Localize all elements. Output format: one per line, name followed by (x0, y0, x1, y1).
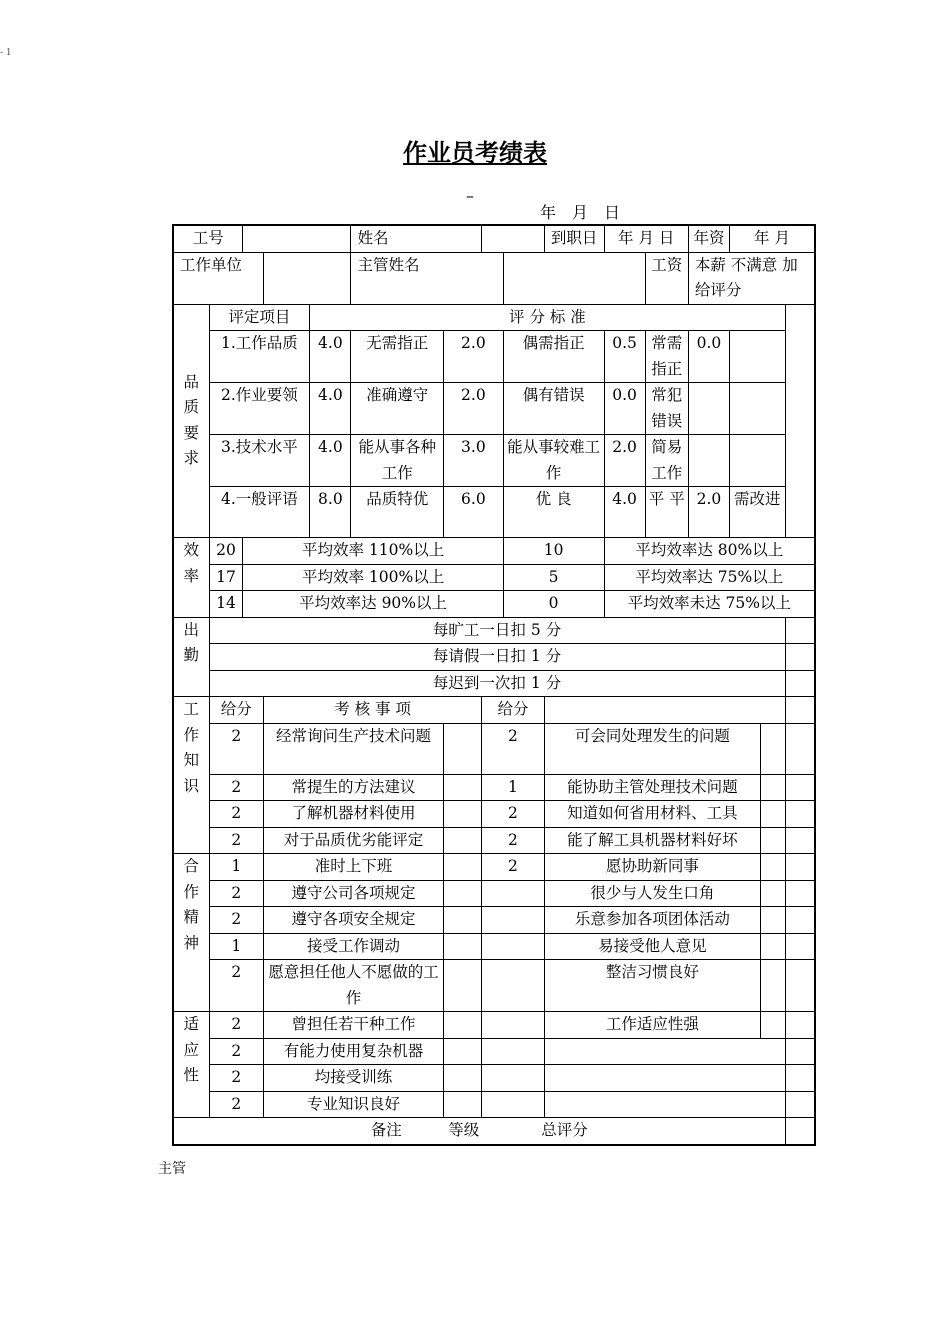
cooperation-row (173, 880, 815, 907)
quality-item: 4.一般评语 (209, 487, 310, 538)
quality-desc: 准确遵守 (351, 383, 444, 435)
quality-score: 2.0 (688, 487, 729, 538)
check-cell[interactable] (760, 1012, 785, 1039)
item-desc: 有能力使用复杂机器 (264, 1038, 444, 1065)
efficiency-row (173, 564, 815, 591)
quality-row (173, 435, 815, 487)
efficiency-row (173, 591, 815, 618)
date-line: 年 月 日 (540, 203, 621, 222)
hire-date-value: 年 月 日 (604, 225, 688, 252)
score-cell[interactable] (785, 1091, 815, 1118)
item-points: 2 (209, 801, 264, 828)
score-cell[interactable] (785, 697, 815, 724)
check-cell[interactable] (760, 854, 785, 881)
item-points: 2 (209, 907, 264, 934)
employee-id-label: 工号 (173, 225, 243, 252)
header-row-2 (173, 252, 815, 304)
item-points: 2 (209, 723, 264, 774)
item-points (482, 1038, 545, 1065)
item-points: 1 (209, 854, 264, 881)
check-cell[interactable] (760, 933, 785, 960)
knowledge-row (173, 723, 815, 774)
efficiency-score: 0 (503, 591, 604, 618)
item-points: 2 (209, 960, 264, 1012)
header-row-1 (173, 225, 815, 252)
score-cell[interactable] (785, 907, 815, 934)
score-cell[interactable] (785, 723, 815, 774)
employee-id-value[interactable] (243, 225, 351, 252)
check-cell[interactable] (760, 774, 785, 801)
item-desc: 接受工作调动 (264, 933, 444, 960)
item-desc: 常提生的方法建议 (264, 774, 444, 801)
item-points: 2 (482, 801, 545, 828)
check-cell[interactable] (760, 960, 785, 1012)
item-desc: 经常询问生产技术问题 (264, 723, 444, 774)
cooperation-row (173, 933, 815, 960)
knowledge-row (173, 801, 815, 828)
item-points: 2 (209, 880, 264, 907)
efficiency-score: 20 (209, 538, 243, 565)
score-cell[interactable] (785, 801, 815, 828)
efficiency-section-label: 效率 (173, 538, 209, 618)
work-unit-value[interactable] (264, 252, 351, 304)
item-points (482, 960, 545, 1012)
quality-item: 1.工作品质 (209, 331, 310, 383)
item-points: 2 (209, 827, 264, 854)
adaptability-row (173, 1038, 815, 1065)
item-points: 2 (482, 827, 545, 854)
quality-score: 8.0 (310, 487, 351, 538)
efficiency-score: 5 (503, 564, 604, 591)
quality-desc: 平 平 (645, 487, 688, 538)
item-desc: 可会同处理发生的问题 (544, 723, 760, 774)
quality-desc: 优 良 (503, 487, 604, 538)
check-cell[interactable] (444, 907, 482, 934)
item-desc: 愿协助新同事 (544, 854, 760, 881)
item-desc: 遵守公司各项规定 (264, 880, 444, 907)
items-header: 考 核 事 项 (264, 697, 482, 724)
points-header: 给分 (482, 697, 545, 724)
score-cell[interactable] (785, 960, 815, 1012)
item-points: 2 (209, 1065, 264, 1092)
item-desc: 整洁习惯良好 (544, 960, 760, 1012)
item-desc: 易接受他人意见 (544, 933, 760, 960)
supervisor-value[interactable] (503, 252, 645, 304)
quality-item: 2.作业要领 (209, 383, 310, 435)
attendance-score-cell[interactable] (785, 617, 815, 644)
quality-desc: 能从事各种工作 (351, 435, 444, 487)
seniority-label: 年资 (688, 225, 729, 252)
item-points (482, 907, 545, 934)
score-cell[interactable] (785, 854, 815, 881)
item-points: 2 (209, 1091, 264, 1118)
efficiency-desc: 平均效率 110%以上 (243, 538, 503, 565)
quality-desc (730, 435, 786, 487)
efficiency-row (173, 538, 815, 565)
quality-desc: 偶需指正 (503, 331, 604, 383)
attendance-rule: 每请假一日扣 1 分 (209, 644, 785, 671)
check-cell[interactable] (444, 933, 482, 960)
item-points: 2 (209, 1038, 264, 1065)
quality-score: 2.0 (444, 383, 504, 435)
item-points (482, 1012, 545, 1039)
salary-score-label: 本薪 不满意 加给评分 (688, 252, 815, 304)
quality-desc: 能从事较难工作 (503, 435, 604, 487)
quality-row (173, 331, 815, 383)
quality-score: 2.0 (444, 331, 504, 383)
quality-desc: 无需指正 (351, 331, 444, 383)
item-points (482, 933, 545, 960)
summary-labels: 备注 等级 总评分 (173, 1118, 785, 1145)
item-desc: 对于品质优劣能评定 (264, 827, 444, 854)
item-desc: 能协助主管处理技术问题 (544, 774, 760, 801)
supervisor-signature-label: 主管 (158, 1161, 186, 1177)
check-cell[interactable] (444, 960, 482, 1012)
quality-item: 3.技术水平 (209, 435, 310, 487)
item-points: 2 (209, 774, 264, 801)
check-cell[interactable] (760, 907, 785, 934)
quality-score (688, 383, 729, 435)
check-cell[interactable] (760, 723, 785, 774)
score-cell[interactable] (785, 1038, 815, 1065)
check-cell[interactable] (760, 801, 785, 828)
check-cell[interactable] (444, 723, 482, 774)
quality-desc: 常犯错误 (645, 383, 688, 435)
score-cell[interactable] (785, 1012, 815, 1039)
quality-score: 4.0 (310, 331, 351, 383)
quality-score: 0.0 (688, 331, 729, 383)
knowledge-row (173, 774, 815, 801)
quality-score: 3.0 (444, 435, 504, 487)
quality-score: 4.0 (604, 487, 645, 538)
item-desc (544, 1065, 785, 1092)
standard-column-header: 评 分 标 准 (310, 304, 785, 331)
attendance-score-cell[interactable] (785, 670, 815, 697)
work-unit-label: 工作单位 (173, 252, 264, 304)
quality-section-label: 品质要求 (173, 304, 209, 538)
cooperation-section-label: 合作精神 (173, 854, 209, 1012)
efficiency-score: 14 (209, 591, 243, 618)
total-score-cell[interactable] (785, 1118, 815, 1145)
item-desc: 准时上下班 (264, 854, 444, 881)
efficiency-desc: 平均效率 100%以上 (243, 564, 503, 591)
item-points (482, 1065, 545, 1092)
cooperation-row (173, 960, 815, 1012)
item-points (482, 880, 545, 907)
score-cell[interactable] (785, 1065, 815, 1092)
quality-score: 4.0 (310, 383, 351, 435)
check-cell[interactable] (444, 827, 482, 854)
quality-desc: 常需指正 (645, 331, 688, 383)
quality-row (173, 487, 815, 538)
adaptability-section-label: 适应性 (173, 1012, 209, 1118)
item-desc: 曾担任若干种工作 (264, 1012, 444, 1039)
adaptability-row (173, 1012, 815, 1039)
knowledge-section-label: 工作知识 (173, 697, 209, 854)
check-cell[interactable] (760, 827, 785, 854)
seniority-value: 年 月 (730, 225, 815, 252)
items-header-row (173, 697, 815, 724)
quality-score: 0.0 (604, 383, 645, 435)
item-points: 1 (482, 774, 545, 801)
salary-label: 工资 (645, 252, 688, 304)
quality-desc: 简易工作 (645, 435, 688, 487)
item-desc (544, 1091, 785, 1118)
efficiency-desc: 平均效率未达 75%以上 (604, 591, 815, 618)
check-cell[interactable] (444, 1091, 482, 1118)
quality-row (173, 383, 815, 435)
item-desc: 愿意担任他人不愿做的工作 (264, 960, 444, 1012)
items-header-blank (544, 697, 785, 724)
check-cell[interactable] (444, 854, 482, 881)
attendance-rule: 每迟到一次扣 1 分 (209, 670, 785, 697)
efficiency-score: 17 (209, 564, 243, 591)
page-title: 作业员考绩表 (403, 139, 547, 167)
efficiency-desc: 平均效率达 75%以上 (604, 564, 815, 591)
item-points: 2 (482, 723, 545, 774)
quality-score (688, 435, 729, 487)
quality-desc (730, 331, 786, 383)
item-points: 2 (209, 1012, 264, 1039)
item-desc: 专业知识良好 (264, 1091, 444, 1118)
score-cell[interactable] (785, 774, 815, 801)
efficiency-desc: 平均效率达 80%以上 (604, 538, 815, 565)
item-points: 1 (209, 933, 264, 960)
item-desc: 了解机器材料使用 (264, 801, 444, 828)
cooperation-row (173, 907, 815, 934)
supervisor-label: 主管姓名 (351, 252, 503, 304)
quality-score: 4.0 (310, 435, 351, 487)
attendance-score-cell[interactable] (785, 644, 815, 671)
item-desc: 均接受训练 (264, 1065, 444, 1092)
check-cell[interactable] (444, 1065, 482, 1092)
item-desc: 乐意参加各项团体活动 (544, 907, 760, 934)
check-cell[interactable] (760, 880, 785, 907)
attendance-row (173, 644, 815, 671)
attendance-row (173, 670, 815, 697)
adaptability-row (173, 1091, 815, 1118)
evaluation-table (172, 224, 816, 1146)
dash-mark: – (466, 186, 474, 205)
name-label: 姓名 (351, 225, 482, 252)
quality-desc: 偶有错误 (503, 383, 604, 435)
item-desc (544, 1038, 785, 1065)
cooperation-row (173, 854, 815, 881)
check-cell[interactable] (444, 774, 482, 801)
item-desc: 知道如何省用材料、工具 (544, 801, 760, 828)
item-points (482, 1091, 545, 1118)
check-cell[interactable] (444, 880, 482, 907)
item-points: 2 (482, 854, 545, 881)
attendance-row (173, 617, 815, 644)
item-desc: 能了解工具机器材料好坏 (544, 827, 760, 854)
hire-date-label: 到职日 (544, 225, 604, 252)
summary-row (173, 1118, 815, 1145)
item-desc: 遵守各项安全规定 (264, 907, 444, 934)
knowledge-row (173, 827, 815, 854)
item-desc: 工作适应性强 (544, 1012, 760, 1039)
points-header: 给分 (209, 697, 264, 724)
quality-score: 2.0 (604, 435, 645, 487)
name-value[interactable] (482, 225, 545, 252)
quality-desc (730, 383, 786, 435)
quality-score: 6.0 (444, 487, 504, 538)
quality-header-row (173, 304, 815, 331)
quality-score: 0.5 (604, 331, 645, 383)
item-column-header: 评定项目 (209, 304, 310, 331)
attendance-section-label: 出勤 (173, 617, 209, 697)
check-cell[interactable] (444, 1038, 482, 1065)
efficiency-desc: 平均效率达 90%以上 (243, 591, 503, 618)
check-cell[interactable] (444, 1012, 482, 1039)
check-cell[interactable] (444, 801, 482, 828)
adaptability-row (173, 1065, 815, 1092)
efficiency-score: 10 (503, 538, 604, 565)
page-edge-mark: - 1 (0, 48, 12, 58)
score-cell[interactable] (785, 880, 815, 907)
quality-desc: 需改进 (730, 487, 786, 538)
score-cell[interactable] (785, 827, 815, 854)
quality-desc: 品质特优 (351, 487, 444, 538)
item-desc: 很少与人发生口角 (544, 880, 760, 907)
quality-score-cell[interactable] (785, 304, 815, 538)
attendance-rule: 每旷工一日扣 5 分 (209, 617, 785, 644)
score-cell[interactable] (785, 933, 815, 960)
